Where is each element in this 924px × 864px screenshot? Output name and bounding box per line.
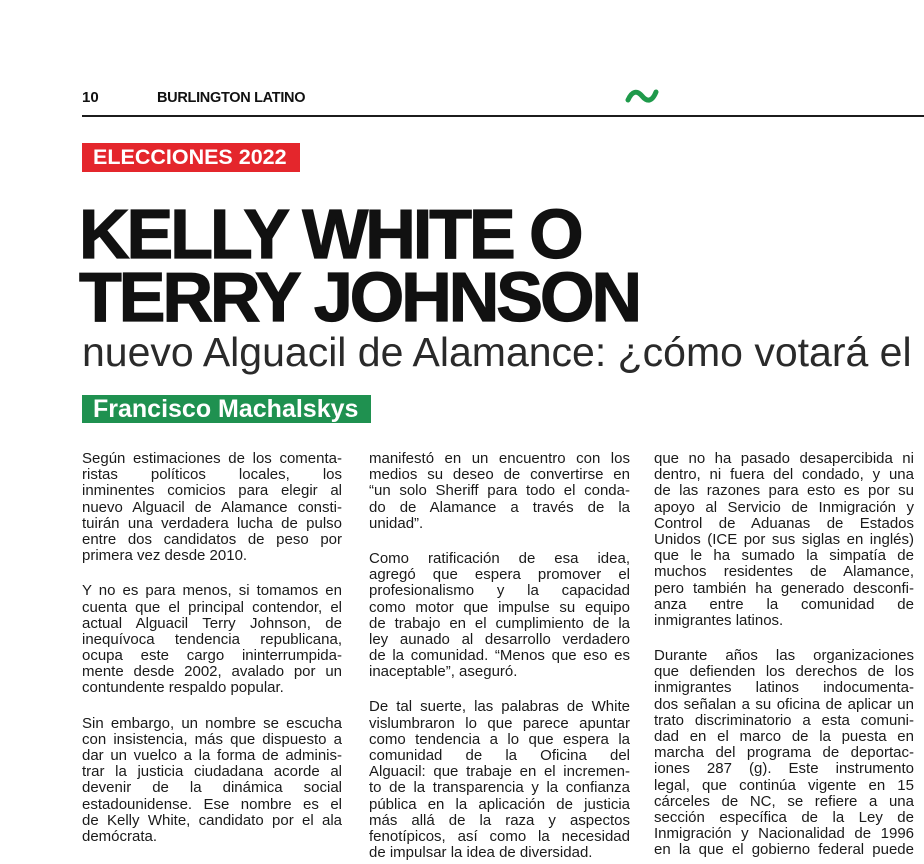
- text-line: entre dos candidatos de peso por: [82, 531, 342, 548]
- text-line: inequívoca tendencia republicana,: [82, 631, 342, 648]
- text-line: iones 287 (g). Este instrumento: [654, 761, 914, 778]
- text-line: do de Alamance a través de la: [369, 499, 630, 516]
- article-paragraph: [369, 551, 630, 681]
- article-column-3: [654, 451, 914, 864]
- text-line: inaceptable”, aseguró.: [369, 664, 518, 681]
- text-line: más allá de la raza y aspectos: [369, 812, 630, 829]
- text-line: pero también ha generado desconfi-: [654, 580, 914, 597]
- text-line: demócrata.: [82, 828, 158, 845]
- text-line: estadounidense. Ese nombre es el: [82, 796, 342, 813]
- headline-line-1: KELLY WHITE O: [79, 195, 581, 273]
- text-line: to de la transparencia y la confianza: [369, 780, 630, 797]
- article-paragraph: [369, 451, 630, 532]
- article-paragraph: [654, 451, 914, 629]
- text-line: inminentes comicios para elegir al: [82, 483, 342, 500]
- text-line: pública en la aplicación de justicia: [369, 796, 630, 813]
- text-line: trar la justicia ciudadana acorde al: [82, 764, 342, 781]
- text-line: en la que el gobierno federal puede: [654, 842, 914, 859]
- article-paragraph: [369, 699, 630, 861]
- byline: [82, 395, 371, 423]
- subheadline: nuevo Alguacil de Alamance: ¿cómo votará el: [82, 329, 912, 375]
- text-line: de impulsar la idea de diversidad.: [369, 845, 593, 862]
- text-line: “un solo Sheriff para todo el conda-: [369, 483, 630, 500]
- text-line: Control de Aduanas de Estados: [654, 515, 914, 532]
- text-line: Sin embargo, un nombre se escucha: [82, 715, 342, 732]
- text-line: de Kelly White, candidato por el ala: [82, 812, 342, 829]
- text-line: que defienden los derechos de los: [654, 664, 914, 681]
- text-line: Durante años las organizaciones: [654, 648, 914, 665]
- text-line: sección específica de la Ley de: [654, 809, 914, 826]
- text-line: inmigrantes latinos.: [654, 612, 784, 629]
- text-line: anza entre la comunidad de: [654, 596, 914, 613]
- text-line: de las razones para esto es por su: [654, 483, 914, 500]
- text-line: De tal suerte, las palabras de White: [369, 699, 630, 716]
- article-paragraph: [82, 451, 342, 564]
- text-line: Como ratificación de esa idea,: [369, 550, 630, 567]
- header-rule: [82, 115, 924, 117]
- text-line: contundente respaldo popular.: [82, 680, 284, 697]
- text-line: agregó que espera promover el: [369, 567, 630, 584]
- text-line: ocupa este cargo ininterrumpida-: [82, 648, 342, 665]
- text-line: inmigrantes latinos indocumenta-: [654, 680, 914, 697]
- text-line: fenotípicos, así como la necesidad: [369, 828, 630, 845]
- text-line: apoyo al Servicio de Inmigración y: [654, 499, 914, 516]
- text-line: como tendencia a lo que espera la: [369, 731, 630, 748]
- text-line: ley aunado al desarrollo verdadero: [369, 631, 630, 648]
- publication-name: BURLINGTON LATINO: [157, 90, 306, 106]
- text-line: devenir de la dinámica social: [82, 780, 342, 797]
- text-line: medios su deseo de convertirse en: [369, 467, 630, 484]
- text-line: vislumbraron lo que parece apuntar: [369, 715, 630, 732]
- text-line: mente desde 2002, avalado por un: [82, 664, 342, 681]
- article-paragraph: [654, 648, 914, 858]
- text-line: tuirán una verdadera lucha de pulso: [82, 515, 342, 532]
- text-line: manifestó en un encuentro con los: [369, 451, 630, 467]
- text-line: como motor que impulse su equipo: [369, 599, 630, 616]
- article-column-2: [369, 451, 630, 864]
- text-line: Alguacil: que trabaje en el incremen-: [369, 764, 630, 781]
- text-line: Inmigración y Nacionalidad de 1996: [654, 826, 914, 843]
- article-column-1: [82, 451, 342, 864]
- text-line: cuenta que el principal contendor, el: [82, 599, 342, 616]
- text-line: de la comunidad. “Menos que eso es: [369, 648, 630, 665]
- section-tag-label: ELECCIONES 2022: [93, 145, 287, 169]
- text-line: Según estimaciones de los comenta-: [82, 451, 342, 467]
- section-tag: [82, 143, 300, 172]
- text-line: comunidad de la Oficina del: [369, 748, 630, 764]
- text-line: nuevo Alguacil de Alamance consti-: [82, 499, 342, 516]
- text-line: que no ha pasado desapercibida ni: [654, 451, 914, 467]
- text-line: dar un vuelco a la forma de adminis-: [82, 748, 342, 764]
- text-line: cárceles de NC, se refiere a una: [654, 793, 914, 810]
- text-line: de trabajo en el cumplimiento de la: [369, 615, 630, 632]
- text-line: primera vez desde 2010.: [82, 548, 248, 565]
- article-paragraph: [82, 716, 342, 846]
- article-body: [0, 451, 924, 864]
- text-line: unidad”.: [369, 515, 424, 532]
- text-line: legal, que continúa vigente en 15: [654, 777, 914, 794]
- article-paragraph: [82, 583, 342, 696]
- byline-author: Francisco Machalskys: [93, 395, 359, 423]
- text-line: actual Alguacil Terry Johnson, de: [82, 615, 342, 632]
- text-line: dad en el marco de la puesta en: [654, 729, 914, 745]
- text-line: Y no es para menos, si tomamos en: [82, 583, 342, 600]
- text-line: muchos residentes de Alamance,: [654, 564, 914, 581]
- headline: [79, 195, 639, 336]
- text-line: marcha del programa de deportac-: [654, 745, 914, 762]
- text-line: Unidos (ICE por sus siglas en inglés): [654, 531, 914, 548]
- page-number: 10: [82, 89, 99, 106]
- text-line: que le ha sumado la simpatía de: [654, 548, 914, 565]
- headline-line-2: TERRY JOHNSON: [79, 258, 639, 336]
- text-line: trato discriminatorio a esta comuni-: [654, 712, 914, 729]
- wave-logo-icon: [625, 87, 659, 105]
- text-line: dentro, ni fuera del condado, y una: [654, 467, 914, 484]
- text-line: con insistencia, más que dispuesto a: [82, 731, 342, 748]
- text-line: profesionalismo y la capacidad: [369, 583, 630, 600]
- text-line: dos señalan a su oficina de aplicar un: [654, 696, 914, 713]
- text-line: ristas políticos locales, los: [82, 467, 342, 484]
